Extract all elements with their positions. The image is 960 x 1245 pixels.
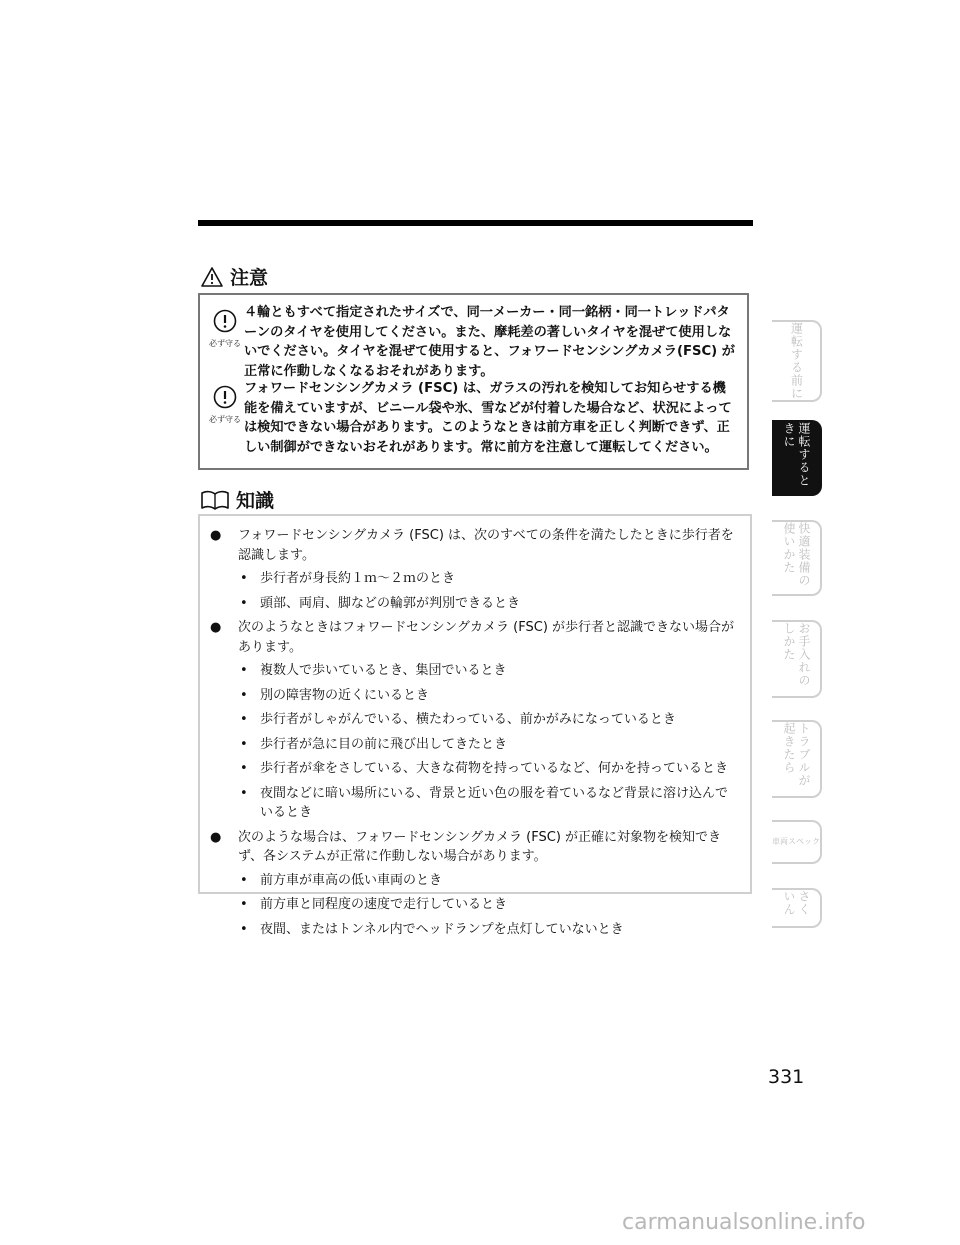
must-follow-label: 必ず守る (209, 415, 241, 424)
dot-icon: • (240, 687, 248, 703)
tab-label: 運転する前に (789, 322, 804, 400)
caution-heading (200, 263, 268, 290)
dot-icon: • (240, 761, 248, 776)
info-subitem (210, 784, 740, 823)
info-subitem-text: 歩行者がしゃがんでいる、横たわっている、前かがみになっているとき (260, 712, 676, 727)
caution-text: フォワードセンシングカメラ (FSC) は、ガラスの汚れを検知してお知らせする機能を備えていますが、ビニール袋や氷、雪などが付着した場合など、状況によっては検知できない場合があります。このようなときは前方車を正しく判断できず、正しい制御ができないおそれがあります。常に前方を注意して運転してください。 (244, 381, 732, 455)
tab-troubleshooting[interactable] (772, 720, 822, 798)
caution-text: ４輪ともすべて指定されたサイズで、同一メーカー・同一銘柄・同一トレッドパターンのタイヤを使用してください。また、摩耗差の著しいタイヤを混ぜて使用しないでください。タイヤを混ぜて使用すると、フォワードセンシングカメラ(FSC) が正常に作動しなくなるおそれがあります。 (244, 305, 735, 379)
tab-label: さくいん (782, 890, 811, 916)
dot-icon: • (240, 872, 248, 888)
info-subitem (210, 569, 740, 589)
info-item (210, 828, 740, 867)
dot-icon: • (240, 663, 248, 678)
info-item (210, 526, 740, 565)
info-item-text: フォワードセンシングカメラ (FSC) は、次のすべての条件を満たしたときに歩行者を認識します。 (238, 528, 734, 563)
caution-box (198, 293, 749, 470)
top-rule (198, 220, 753, 226)
tab-label: 車両スペック (772, 837, 820, 846)
info-subitem-text: 複数人で歩いているとき、集団でいるとき (260, 663, 507, 678)
info-subitem-text: 夜間、またはトンネル内でヘッドランプを点灯していないとき (260, 921, 624, 937)
tab-specifications[interactable] (772, 820, 822, 864)
info-item (210, 618, 740, 657)
dot-icon: • (240, 897, 248, 912)
must-follow-mark (208, 309, 242, 349)
info-subitem-text: 歩行者が身長約１ｍ～２ｍのとき (260, 571, 456, 586)
info-item-text: 次のような場合は、フォワードセンシングカメラ (FSC) が正確に対象物を検知できず、各システムが正常に作動しない場合があります。 (238, 829, 722, 864)
info-subitem-text: 別の障害物の近くにいるとき (260, 687, 430, 703)
bullet-icon: ● (210, 620, 222, 635)
tab-index[interactable] (772, 888, 822, 928)
dot-icon: • (240, 571, 248, 586)
tab-while-driving[interactable] (772, 420, 822, 496)
info-subitem (210, 871, 740, 891)
must-follow-mark (208, 385, 242, 425)
book-icon (200, 489, 230, 511)
dot-icon: • (240, 595, 248, 611)
exclamation-circle-icon (213, 309, 237, 333)
info-subitem-text: 前方車が車高の低い車両のとき (260, 872, 443, 888)
info-subitem-text: 夜間などに暗い場所にいる、背景と近い色の服を着ているなど背景に溶け込んでいるとき (260, 785, 729, 820)
caution-item (208, 379, 738, 457)
tab-before-driving[interactable] (772, 320, 822, 402)
info-subitem (210, 920, 740, 940)
bullet-icon: ● (210, 829, 222, 845)
tab-label: トラブルが起きたら (782, 722, 811, 787)
exclamation-circle-icon (213, 385, 237, 409)
info-list (210, 526, 740, 944)
tab-comfort-equipment[interactable] (772, 520, 822, 596)
dot-icon: • (240, 785, 248, 801)
watermark: carmanualsonline.info (622, 1210, 866, 1235)
info-item-text: 次のようなときはフォワードセンシングカメラ (FSC) が歩行者と認識できない場合があります。 (238, 620, 735, 655)
info-subitem-text: 前方車と同程度の速度で走行しているとき (260, 897, 508, 912)
dot-icon: • (240, 736, 248, 752)
caution-item (208, 303, 738, 381)
info-subitem (210, 735, 740, 755)
info-subitem (210, 759, 740, 779)
info-subitem (210, 661, 740, 681)
must-follow-label: 必ず守る (209, 339, 241, 348)
bullet-icon: ● (210, 528, 222, 543)
dot-icon: • (240, 921, 248, 937)
info-subitem-text: 歩行者が急に目の前に飛び出してきたとき (260, 736, 508, 752)
tab-label: 運転するときに (782, 422, 811, 487)
info-subitem (210, 895, 740, 915)
info-heading-text: 知識 (236, 490, 275, 512)
info-box (198, 514, 752, 937)
info-subitem-text: 頭部、両肩、脚などの輪郭が判別できるとき (260, 595, 521, 611)
tab-maintenance[interactable] (772, 620, 822, 698)
page-number: 331 (768, 1066, 805, 1088)
info-subitem-text: 歩行者が傘をさしている、大きな荷物を持っているなど、何かを持っているとき (260, 761, 729, 776)
warning-triangle-icon (200, 266, 224, 288)
caution-heading-text: 注意 (230, 267, 269, 289)
info-heading (200, 486, 274, 513)
tab-label: 快適装備の使いかた (782, 522, 811, 587)
info-subitem (210, 594, 740, 614)
info-subitem (210, 710, 740, 730)
tab-label: お手入れのしかた (782, 622, 811, 687)
dot-icon: • (240, 712, 248, 727)
info-subitem (210, 686, 740, 706)
